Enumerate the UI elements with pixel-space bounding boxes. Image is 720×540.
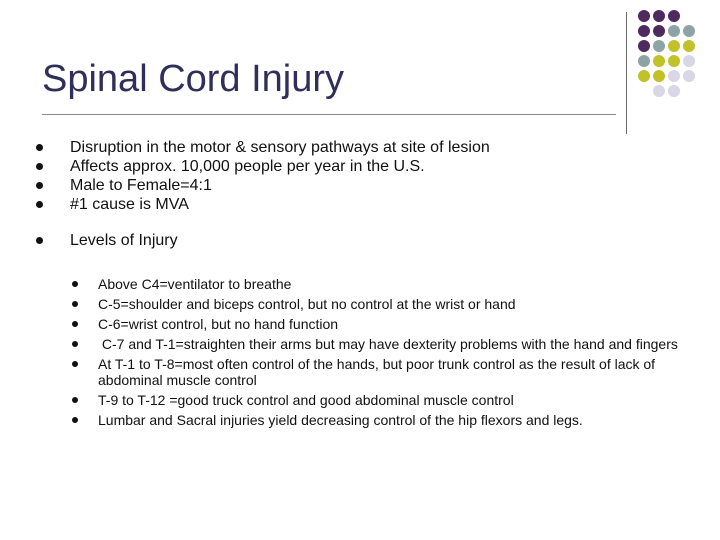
sub-bullet-text: T-9 to T-12 =good truck control and good abdominal muscle control <box>98 392 514 408</box>
decorative-dot <box>668 10 680 22</box>
sub-bullet-item <box>72 276 682 292</box>
sub-bullet-dot-icon <box>72 281 78 287</box>
bullet-dot-icon <box>36 182 43 189</box>
sub-bullet-text: Lumbar and Sacral injuries yield decreasing control of the hip flexors and legs. <box>98 412 583 428</box>
decorative-dot <box>683 40 695 52</box>
bullet-item <box>36 195 490 214</box>
sub-bullet-dot-icon <box>72 321 78 327</box>
bullet-text: #1 cause is MVA <box>70 196 189 213</box>
bullet-item <box>36 157 490 176</box>
sub-bullet-item <box>72 336 682 352</box>
bullet-dot-icon <box>36 201 43 208</box>
main-bullet-list <box>36 138 490 250</box>
decorative-dot <box>668 85 680 97</box>
decorative-dot <box>683 70 695 82</box>
sub-bullet-dot-icon <box>72 397 78 403</box>
bullet-item <box>36 138 490 157</box>
sub-bullet-text: C-7 and T-1=straighten their arms but may have dexterity problems with the hand and fingers <box>98 336 678 352</box>
decorative-dot <box>653 10 665 22</box>
title-divider <box>42 114 616 115</box>
sub-bullet-dot-icon <box>72 417 78 423</box>
decorative-dot <box>638 40 650 52</box>
bullet-dot-icon <box>36 237 43 244</box>
bullet-text: Disruption in the motor & sensory pathways at site of lesion <box>70 139 490 156</box>
decorative-dot <box>653 55 665 67</box>
decorative-dot <box>653 25 665 37</box>
decorative-dot <box>638 70 650 82</box>
decorative-dot <box>668 40 680 52</box>
sub-bullet-text: Above C4=ventilator to breathe <box>98 276 292 292</box>
sub-bullet-item <box>72 316 682 332</box>
bullet-dot-icon <box>36 163 43 170</box>
sub-bullet-text: At T-1 to T-8=most often control of the hands, but poor trunk control as the result of lack of abdominal muscle control <box>98 356 656 388</box>
sub-bullet-dot-icon <box>72 301 78 307</box>
sub-bullet-text: C-5=shoulder and biceps control, but no control at the wrist or hand <box>98 296 516 312</box>
decorative-dot <box>683 55 695 67</box>
injury-levels-sub-list <box>72 276 682 432</box>
decorative-dot <box>638 10 650 22</box>
bullet-text: Affects approx. 10,000 people per year in the U.S. <box>70 158 425 175</box>
decorative-dot <box>668 70 680 82</box>
bullet-text: Male to Female=4:1 <box>70 177 212 194</box>
decorative-dot <box>668 25 680 37</box>
vertical-divider <box>626 12 627 134</box>
bullet-text: Levels of Injury <box>70 232 178 249</box>
decorative-dot <box>653 70 665 82</box>
sub-bullet-text: C-6=wrist control, but no hand function <box>98 316 339 332</box>
decorative-dot <box>653 40 665 52</box>
decorative-dot <box>638 25 650 37</box>
sub-bullet-dot-icon <box>72 341 78 347</box>
slide-title: Spinal Cord Injury <box>42 58 345 100</box>
sub-bullet-item <box>72 296 682 312</box>
bullet-item-levels-of-injury <box>36 231 490 250</box>
sub-bullet-item <box>72 356 682 388</box>
decorative-dot <box>668 55 680 67</box>
sub-bullet-item <box>72 392 682 408</box>
decorative-dot <box>683 25 695 37</box>
bullet-dot-icon <box>36 144 43 151</box>
bullet-item <box>36 176 490 195</box>
decorative-dot <box>638 55 650 67</box>
sub-bullet-item <box>72 412 682 428</box>
decorative-dot <box>653 85 665 97</box>
sub-bullet-dot-icon <box>72 361 78 367</box>
